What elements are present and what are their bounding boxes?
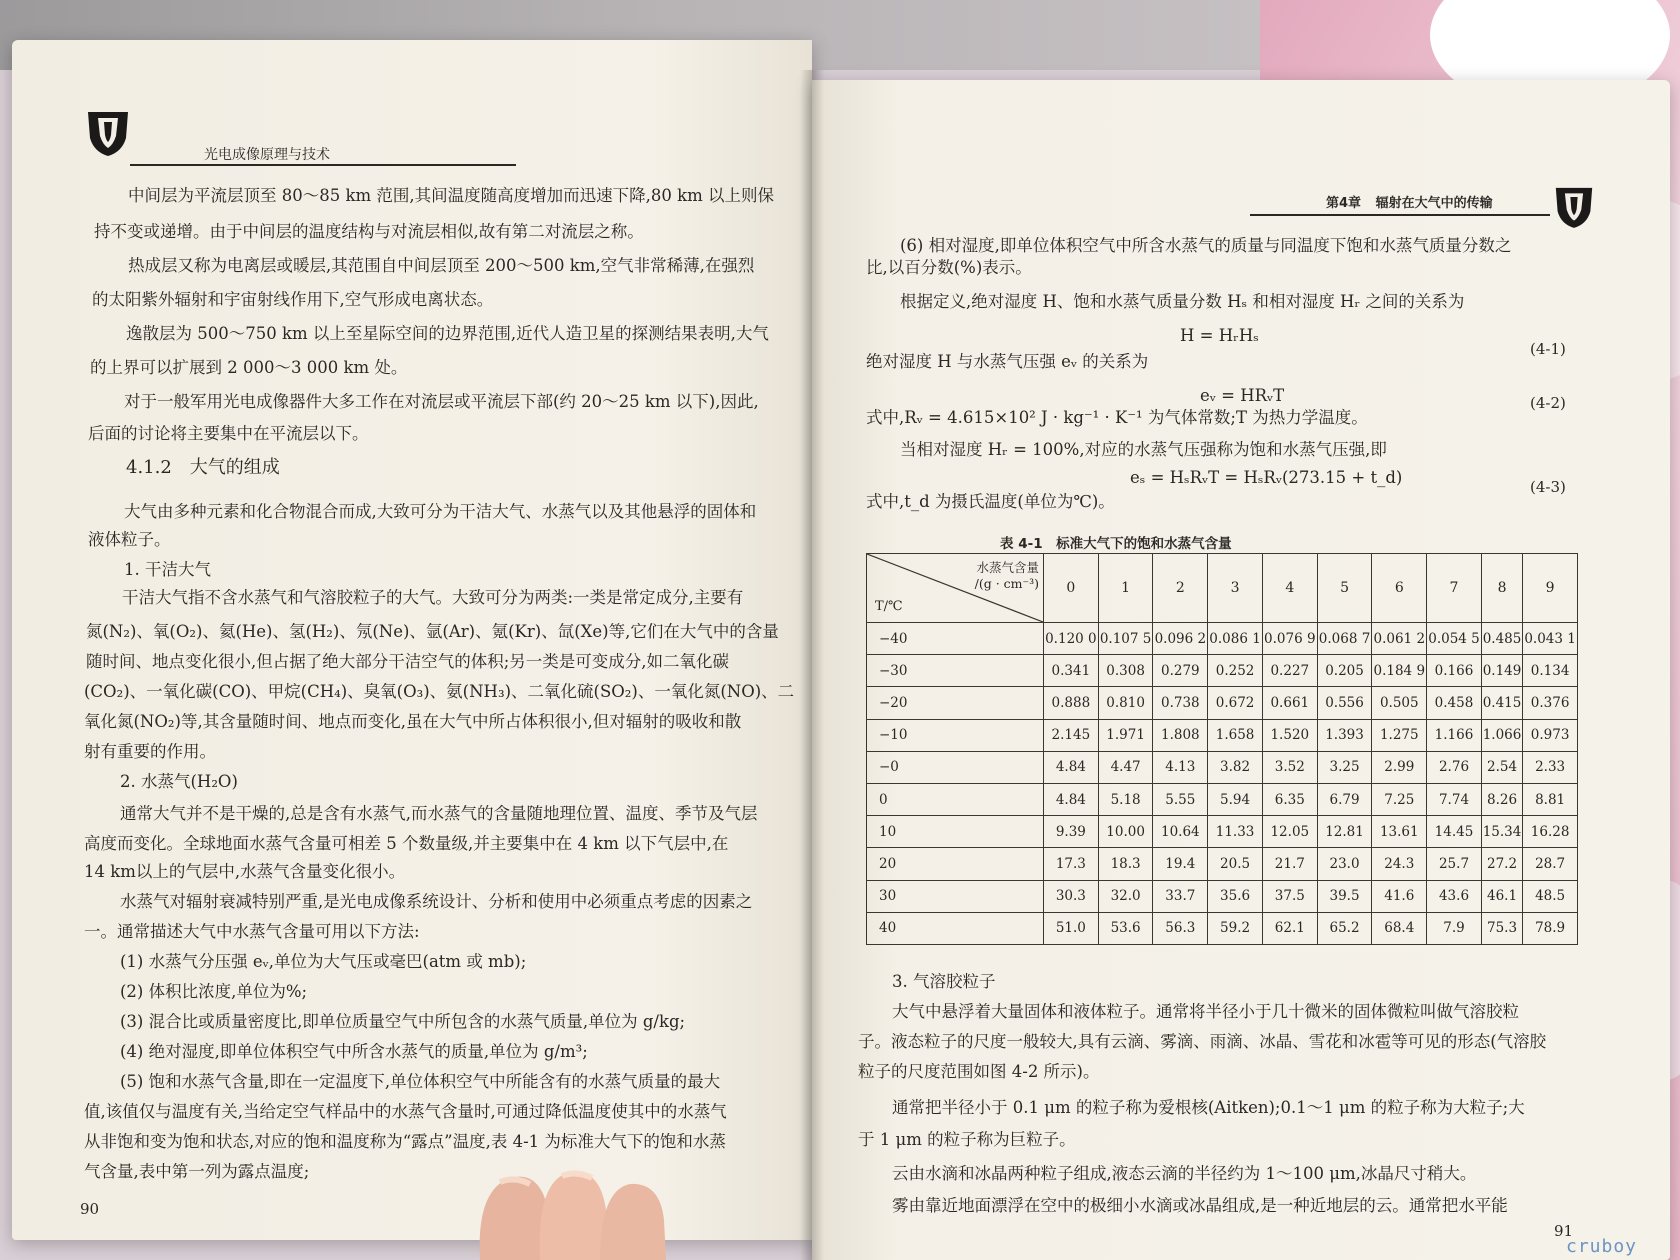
page-number-left: 90: [80, 1200, 100, 1218]
paragraph-line: 中间层为平流层顶至 80～85 km 范围,其间温度随高度增加而迅速下降,80 km 以上则保: [128, 186, 774, 205]
table-cell: 1.066: [1481, 719, 1522, 751]
table-cell: 48.5: [1523, 880, 1578, 912]
table-cell: 39.5: [1317, 880, 1372, 912]
table-cell: 0.308: [1098, 655, 1153, 687]
right-header: [1250, 188, 1600, 232]
table-cell: 10.64: [1153, 816, 1208, 848]
table-cell: 0.076 9: [1262, 623, 1317, 655]
paragraph-line: 氧化氮(NO₂)等,其含量随时间、地点而变化,虽在大气中所占体积很小,但对辐射的吸收和散: [84, 712, 742, 731]
list-item: (5) 饱和水蒸气含量,即在一定温度下,单位体积空气中所能含有的水蒸气质量的最大: [120, 1072, 721, 1091]
column-header: 6: [1372, 554, 1427, 623]
table-corner-cell: [867, 554, 1044, 623]
table-header-row: [867, 554, 1578, 623]
paragraph-line: 逸散层为 500～750 km 以上至星际空间的边界范围,近代人造卫星的探测结果表明,大气: [126, 324, 769, 343]
finger-image: [470, 1150, 710, 1260]
paragraph-line: 干洁大气指不含水蒸气和气溶胶粒子的大气。大致可分为两类:一类是常定成分,主要有: [122, 588, 744, 607]
table-cell: 0.810: [1098, 687, 1153, 719]
list-item: (4) 绝对湿度,即单位体积空气中所含水蒸气的质量,单位为 g/m³;: [120, 1042, 588, 1061]
table-cell: 68.4: [1372, 912, 1427, 944]
table-caption: 表 4-1 标准大气下的饱和水蒸气含量: [1000, 536, 1232, 552]
paragraph-line: 值,该值仅与温度有关,当给定空气样品中的水蒸气含量时,可通过降低温度使其中的水蒸气: [84, 1102, 727, 1121]
table-cell: 5.55: [1153, 783, 1208, 815]
table-cell: 0.341: [1044, 655, 1099, 687]
table-cell: 0.672: [1208, 687, 1263, 719]
row-temperature-cell: 10: [867, 816, 1044, 848]
table-cell: 33.7: [1153, 880, 1208, 912]
table-cell: 0.505: [1372, 687, 1427, 719]
table-cell: 8.26: [1481, 783, 1522, 815]
table-cell: 0.134: [1523, 655, 1578, 687]
table-row: [867, 848, 1578, 880]
table-cell: 59.2: [1208, 912, 1263, 944]
shield-logo-icon: [86, 108, 130, 158]
table-cell: 7.9: [1427, 912, 1482, 944]
table-cell: 12.05: [1262, 816, 1317, 848]
paragraph-line: 对于一般军用光电成像器件大多工作在对流层或平流层下部(约 20～25 km 以下),因此,: [124, 392, 759, 411]
paragraph-line: 后面的讨论将主要集中在平流层以下。: [88, 424, 369, 443]
column-header: 4: [1262, 554, 1317, 623]
book-title: 光电成像原理与技术: [204, 147, 330, 163]
subheading: 1. 干洁大气: [124, 560, 211, 579]
paragraph-line: 热成层又称为电离层或暖层,其范围自中间层顶至 200～500 km,空气非常稀薄,在强烈: [128, 256, 755, 275]
equation: eᵥ = HRᵥT: [1200, 386, 1285, 405]
table-row: [867, 880, 1578, 912]
table-cell: 18.3: [1098, 848, 1153, 880]
table-cell: 6.35: [1262, 783, 1317, 815]
chapter-title: 第4章 辐射在大气中的传输: [1326, 196, 1493, 211]
table-cell: 0.458: [1427, 687, 1482, 719]
list-item: (1) 水蒸气分压强 eᵥ,单位为大气压或毫巴(atm 或 mb);: [120, 952, 527, 971]
table-cell: 9.39: [1044, 816, 1099, 848]
table-cell: 7.74: [1427, 783, 1482, 815]
paragraph-line: 水蒸气对辐射衰减特别严重,是光电成像系统设计、分析和使用中必须重点考虑的因素之: [120, 892, 753, 911]
paragraph-line: 雾由靠近地面漂浮在空中的极细小水滴或冰晶组成,是一种近地层的云。通常把水平能: [892, 1196, 1508, 1215]
row-temperature-cell: −40: [867, 623, 1044, 655]
table-cell: 0.086 1: [1208, 623, 1263, 655]
paragraph-line: 持不变或递增。由于中间层的温度结构与对流层相似,故有第二对流层之称。: [94, 222, 644, 241]
paragraph-line: 根据定义,绝对湿度 H、饱和水蒸气质量分数 Hₛ 和相对湿度 Hᵣ 之间的关系为: [900, 292, 1465, 311]
table-cell: 1.166: [1427, 719, 1482, 751]
table-cell: 28.7: [1523, 848, 1578, 880]
paragraph-line: 从非饱和变为饱和状态,对应的饱和温度称为“露点”温度,表 4-1 为标准大气下的饱和水蒸: [84, 1132, 726, 1151]
table-row: [867, 655, 1578, 687]
table-cell: 35.6: [1208, 880, 1263, 912]
header-rule: [130, 164, 516, 166]
paragraph-line: 氮(N₂)、氧(O₂)、氦(He)、氢(H₂)、氖(Ne)、氩(Ar)、氪(Kr)、氙(Xe)等,它们在大气中的含量: [86, 622, 779, 641]
paragraph-line: 一。通常描述大气中水蒸气含量可用以下方法:: [84, 922, 420, 941]
table-cell: 5.18: [1098, 783, 1153, 815]
paragraph-line: 大气由多种元素和化合物混合而成,大致可分为干洁大气、水蒸气以及其他悬浮的固体和: [124, 502, 757, 521]
row-temperature-cell: 30: [867, 880, 1044, 912]
paragraph-line: 通常把半径小于 0.1 μm 的粒子称为爱根核(Aitken);0.1～1 μm 的粒子称为大粒子;大: [892, 1098, 1525, 1117]
table-cell: 0.166: [1427, 655, 1482, 687]
paragraph-line: 绝对湿度 H 与水蒸气压强 eᵥ 的关系为: [866, 352, 1149, 371]
list-item: (3) 混合比或质量密度比,即单位质量空气中所包含的水蒸气质量,单位为 g/kg;: [120, 1012, 686, 1031]
paragraph-line: 比,以百分数(%)表示。: [866, 258, 1032, 277]
table-row: [867, 816, 1578, 848]
table-cell: 21.7: [1262, 848, 1317, 880]
column-header: 7: [1427, 554, 1482, 623]
equation-number: (4-2): [1530, 394, 1566, 412]
table-cell: 16.28: [1523, 816, 1578, 848]
table-cell: 1.971: [1098, 719, 1153, 751]
table-cell: 11.33: [1208, 816, 1263, 848]
table-cell: 3.82: [1208, 751, 1263, 783]
table-cell: 23.0: [1317, 848, 1372, 880]
table-cell: 15.34: [1481, 816, 1522, 848]
subheading: 2. 水蒸气(H₂O): [120, 772, 238, 791]
table-cell: 0.120 0: [1044, 623, 1099, 655]
table-cell: 62.1: [1262, 912, 1317, 944]
paragraph-line: 粒子的尺度范围如图 4-2 所示)。: [858, 1062, 1100, 1081]
equation-number: (4-3): [1530, 478, 1566, 496]
table-cell: 0.107 5: [1098, 623, 1153, 655]
table-cell: 10.00: [1098, 816, 1153, 848]
table-cell: 41.6: [1372, 880, 1427, 912]
table-row: [867, 719, 1578, 751]
paragraph-line: 14 km以上的气层中,水蒸气含量变化很小。: [84, 862, 406, 881]
table-cell: 2.145: [1044, 719, 1099, 751]
paragraph-line: 子。液态粒子的尺度一般较大,具有云滴、雾滴、雨滴、冰晶、雪花和冰雹等可见的形态(气溶胶: [858, 1032, 1547, 1051]
column-header: 2: [1153, 554, 1208, 623]
table-cell: 0.738: [1153, 687, 1208, 719]
column-header: 9: [1523, 554, 1578, 623]
table-cell: 4.13: [1153, 751, 1208, 783]
table-cell: 20.5: [1208, 848, 1263, 880]
table-cell: 2.33: [1523, 751, 1578, 783]
page-number-right: 91: [1554, 1222, 1574, 1240]
table-cell: 75.3: [1481, 912, 1522, 944]
table-cell: 25.7: [1427, 848, 1482, 880]
table-row: [867, 783, 1578, 815]
table-row: [867, 623, 1578, 655]
corner-row-label: T/℃: [875, 599, 903, 614]
column-header: 8: [1481, 554, 1522, 623]
table-cell: 13.61: [1372, 816, 1427, 848]
table-cell: 6.79: [1317, 783, 1372, 815]
table-cell: 5.94: [1208, 783, 1263, 815]
corner-label: 水蒸气含量: [976, 560, 1039, 575]
column-header: 0: [1044, 554, 1099, 623]
table-cell: 1.520: [1262, 719, 1317, 751]
corner-unit: /(g · cm⁻³): [974, 576, 1039, 591]
table-cell: 8.81: [1523, 783, 1578, 815]
table-cell: 3.52: [1262, 751, 1317, 783]
table-cell: 78.9: [1523, 912, 1578, 944]
table-cell: 43.6: [1427, 880, 1482, 912]
equation: eₛ = HₛRᵥT = HₛRᵥ(273.15 + t_d): [1130, 468, 1403, 487]
table-cell: 0.227: [1262, 655, 1317, 687]
table-cell: 4.84: [1044, 751, 1099, 783]
table-cell: 7.25: [1372, 783, 1427, 815]
book-gutter: [800, 70, 824, 1260]
table-cell: 0.054 5: [1427, 623, 1482, 655]
paragraph-line: 式中,Rᵥ = 4.615×10² J · kg⁻¹ · K⁻¹ 为气体常数;T 为热力学温度。: [866, 408, 1368, 427]
table-cell: 0.376: [1523, 687, 1578, 719]
table-cell: 24.3: [1372, 848, 1427, 880]
table-cell: 1.393: [1317, 719, 1372, 751]
table-cell: 3.25: [1317, 751, 1372, 783]
paragraph-line: 的太阳紫外辐射和宇宙射线作用下,空气形成电离状态。: [92, 290, 494, 309]
column-header: 1: [1098, 554, 1153, 623]
table-cell: 0.661: [1262, 687, 1317, 719]
row-temperature-cell: −0: [867, 751, 1044, 783]
paragraph-line: 云由水滴和冰晶两种粒子组成,液态云滴的半径约为 1～100 μm,冰晶尺寸稍大。: [892, 1164, 1477, 1183]
table-cell: 12.81: [1317, 816, 1372, 848]
paragraph-line: 通常大气并不是干燥的,总是含有水蒸气,而水蒸气的含量随地理位置、温度、季节及气层: [120, 804, 758, 823]
column-header: 3: [1208, 554, 1263, 623]
table-cell: 51.0: [1044, 912, 1099, 944]
table-cell: 32.0: [1098, 880, 1153, 912]
subheading: 3. 气溶胶粒子: [892, 972, 996, 991]
table-cell: 0.149: [1481, 655, 1522, 687]
paragraph-line: 气含量,表中第一列为露点温度;: [84, 1162, 310, 1181]
table-cell: 2.76: [1427, 751, 1482, 783]
table-cell: 0.252: [1208, 655, 1263, 687]
row-temperature-cell: −20: [867, 687, 1044, 719]
table-row: [867, 751, 1578, 783]
equation-number: (4-1): [1530, 340, 1566, 358]
table-cell: 19.4: [1153, 848, 1208, 880]
paragraph-line: 大气中悬浮着大量固体和液体粒子。通常将半径小于几十微米的固体微粒叫做气溶胶粒: [892, 1002, 1519, 1021]
table-cell: 0.205: [1317, 655, 1372, 687]
row-temperature-cell: 40: [867, 912, 1044, 944]
table-cell: 0.888: [1044, 687, 1099, 719]
table-cell: 0.061 2: [1372, 623, 1427, 655]
paragraph-line: 的上界可以扩展到 2 000～3 000 km 处。: [90, 358, 408, 377]
paragraph-line: 射有重要的作用。: [84, 742, 216, 761]
table-cell: 0.279: [1153, 655, 1208, 687]
row-temperature-cell: −30: [867, 655, 1044, 687]
paragraph-line: (CO₂)、一氧化碳(CO)、甲烷(CH₄)、臭氧(O₃)、氨(NH₃)、二氧化硫(SO₂)、一氧化氮(NO)、二: [84, 682, 795, 701]
table-cell: 14.45: [1427, 816, 1482, 848]
paragraph-line: 式中,t_d 为摄氏温度(单位为℃)。: [866, 492, 1115, 511]
table-cell: 1.275: [1372, 719, 1427, 751]
table-cell: 4.84: [1044, 783, 1099, 815]
table-cell: 0.973: [1523, 719, 1578, 751]
paragraph-line: 液体粒子。: [88, 530, 171, 549]
shield-logo-icon: [1554, 184, 1594, 230]
table-cell: 0.485: [1481, 623, 1522, 655]
table-cell: 2.54: [1481, 751, 1522, 783]
row-temperature-cell: 0: [867, 783, 1044, 815]
paragraph-line: 于 1 μm 的粒子称为巨粒子。: [858, 1130, 1076, 1149]
header-rule: [1250, 214, 1550, 216]
paragraph-line: 高度而变化。全球地面水蒸气含量可相差 5 个数量级,并主要集中在 4 km 以下气层中,在: [84, 834, 729, 853]
paragraph-line: (6) 相对湿度,即单位体积空气中所含水蒸气的质量与同温度下饱和水蒸气质量分数之: [900, 236, 1512, 255]
table-cell: 37.5: [1262, 880, 1317, 912]
paragraph-line: 随时间、地点变化很小,但占据了绝大部分干洁空气的体积;另一类是可变成分,如二氧化碳: [86, 652, 730, 671]
table-cell: 65.2: [1317, 912, 1372, 944]
left-header: [86, 108, 436, 168]
table-cell: 56.3: [1153, 912, 1208, 944]
table-cell: 53.6: [1098, 912, 1153, 944]
row-temperature-cell: 20: [867, 848, 1044, 880]
paragraph-line: 当相对湿度 Hᵣ = 100%,对应的水蒸气压强称为饱和水蒸气压强,即: [900, 440, 1387, 459]
list-item: (2) 体积比浓度,单位为%;: [120, 982, 308, 1001]
table-row: [867, 687, 1578, 719]
saturation-table: [866, 553, 1578, 945]
table-cell: 0.415: [1481, 687, 1522, 719]
table-cell: 1.658: [1208, 719, 1263, 751]
row-temperature-cell: −10: [867, 719, 1044, 751]
table-cell: 2.99: [1372, 751, 1427, 783]
watermark-text: cruboy: [1566, 1236, 1638, 1257]
table-cell: 0.096 2: [1153, 623, 1208, 655]
table-cell: 1.808: [1153, 719, 1208, 751]
table-cell: 0.184 9: [1372, 655, 1427, 687]
table-cell: 0.068 7: [1317, 623, 1372, 655]
table-cell: 17.3: [1044, 848, 1099, 880]
equation: H = HᵣHₛ: [1180, 326, 1259, 345]
table-cell: 30.3: [1044, 880, 1099, 912]
table-cell: 27.2: [1481, 848, 1522, 880]
table-cell: 0.043 1: [1523, 623, 1578, 655]
table-cell: 46.1: [1481, 880, 1522, 912]
table-cell: 4.47: [1098, 751, 1153, 783]
column-header: 5: [1317, 554, 1372, 623]
section-title: 4.1.2 大气的组成: [126, 457, 280, 478]
table-row: [867, 912, 1578, 944]
table-cell: 0.556: [1317, 687, 1372, 719]
